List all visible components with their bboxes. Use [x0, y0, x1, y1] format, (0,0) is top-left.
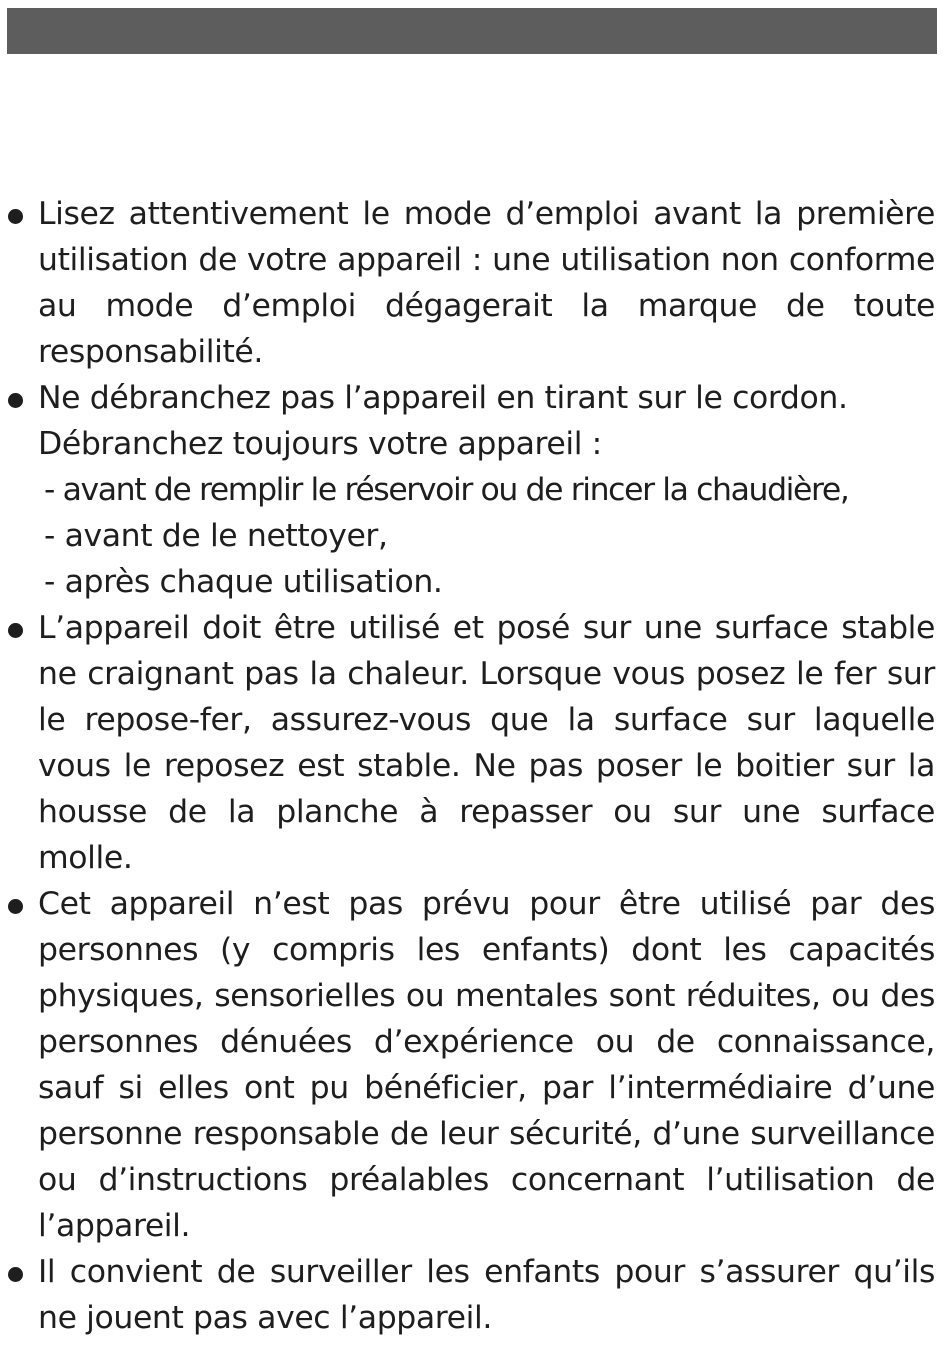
bullet-item-1 [6, 191, 935, 375]
bullet-text-line: Débranchez toujours votre appareil : [38, 426, 602, 462]
bullet-text: Il convient de surveiller les enfants pour s’assurer qu’ils ne jouent pas avec l’appareil. [38, 1254, 935, 1336]
header-bar [7, 8, 937, 54]
bullet-icon [8, 899, 23, 914]
bullet-icon [8, 1267, 23, 1282]
bullet-icon [8, 393, 23, 408]
bullet-text: Lisez attentivement le mode d’emploi avant la première utilisation de votre appareil : une utilisation non conforme au mode d’emploi dégagerait la marque de toute responsabilité. [38, 196, 935, 370]
bullet-text: L’appareil doit être utilisé et posé sur une surface stable ne craignant pas la chaleur. Lorsque vous posez le fer sur le repose-fer, assurez-vous que la surface sur laquelle vous le reposez est stable. Ne pas poser le boitier sur la housse de la planche à repasser ou sur une surface molle. [38, 610, 935, 876]
bullet-text: Cet appareil n’est pas prévu pour être utilisé par des personnes (y compris les enfants) dont les capacités physiques, sensorielles ou mentales sont réduites, ou des personnes dénuées d’expérience ou de connaissance, sauf si elles ont pu bénéficier, par l’intermédiaire d’une personne responsable de leur sécurité, d’une surveillance ou d’instructions préalables concernant l’utilisation de l’appareil. [38, 886, 935, 1244]
bullet-item-2 [6, 375, 935, 605]
bullet-icon [8, 209, 23, 224]
safety-instructions-list [6, 191, 935, 1341]
bullet-icon [8, 623, 23, 638]
sub-item: - après chaque utilisation. [44, 564, 443, 600]
bullet-item-3 [6, 605, 935, 881]
bullet-item-5 [6, 1249, 935, 1341]
sub-item: - avant de remplir le réservoir ou de rincer la chaudière, [44, 472, 849, 508]
bullet-item-4 [6, 881, 935, 1249]
sub-item: - avant de le nettoyer, [44, 518, 388, 554]
bullet-text-line: Ne débranchez pas l’appareil en tirant sur le cordon. [38, 380, 848, 416]
